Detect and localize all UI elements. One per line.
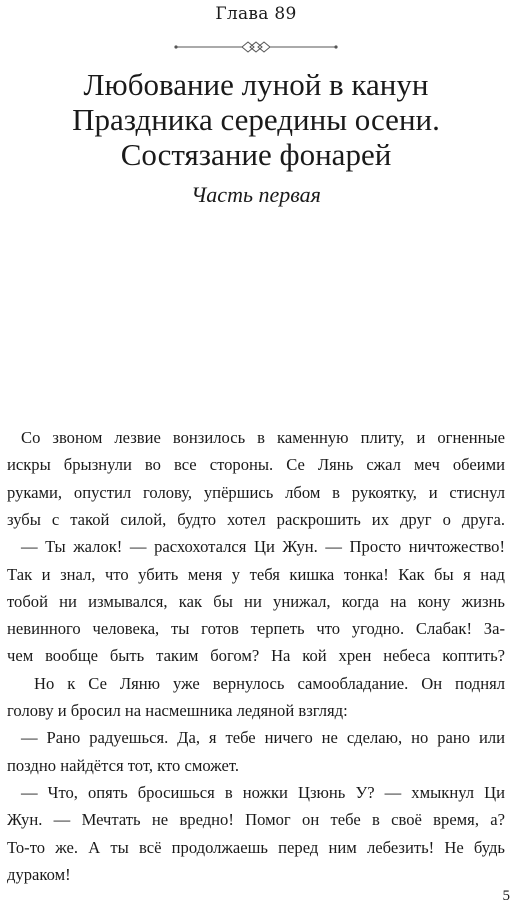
text-line: чем вообще быть таким богом? На кой хрен небеса коптить? (7, 646, 505, 666)
text-line: Жун. — Мечтать не вредно! Помог он тебе в своё время, а? (7, 810, 505, 830)
text-line: — Что, опять бросишься в ножки Цзюнь У? — хмыкнул Ци (21, 782, 505, 802)
text-line: поздно найдётся тот, кто сможет. (7, 755, 239, 775)
chapter-title-line: Праздника середины осени. (72, 102, 440, 137)
chapter-part-subtitle: Часть первая (191, 182, 321, 207)
chapter-title (0, 67, 512, 172)
text-line: То-то же. А ты всё продолжаешь перед ним лебезить! Не будь (7, 837, 505, 857)
text-line: — Рано радуешься. Да, я тебе ничего не сделаю, но рано или (21, 728, 505, 748)
text-line: зубы с такой силой, будто хотел раскрошить их друг о друга. (7, 509, 505, 529)
chapter-title-line: Любование луной в канун (83, 67, 429, 102)
page-number: 5 (502, 888, 510, 904)
chapter-label: Глава 89 (215, 4, 297, 24)
chapter-ornament (172, 40, 340, 54)
text-line: искры брызнули во все стороны. Се Лянь сжал меч обеими (7, 455, 505, 475)
text-line: дураком! (7, 864, 71, 884)
text-line: Так и знал, что убить меня у тебя кишка тонка! Как бы я над (7, 564, 505, 584)
text-line: — Ты жалок! — расхохотался Ци Жун. — Просто ничтожество! (21, 537, 505, 557)
text-line: Но к Се Ляню уже вернулось самообладание. Он поднял (34, 673, 505, 693)
text-line: Со звоном лезвие вонзилось в каменную плиту, и огненные (21, 428, 505, 447)
text-line: тобой ни измывался, как бы ни унижал, когда на кону жизнь (7, 591, 505, 611)
text-line: голову и бросил на насмешника ледяной взгляд: (7, 701, 348, 720)
text-line: руками, опустил голову, упёршись лбом в рукоятку, и стиснул (7, 482, 505, 502)
chapter-title-line: Состязание фонарей (120, 137, 392, 172)
text-line: невинного человека, ты готов терпеть что угодно. Слабак! За- (7, 619, 505, 639)
